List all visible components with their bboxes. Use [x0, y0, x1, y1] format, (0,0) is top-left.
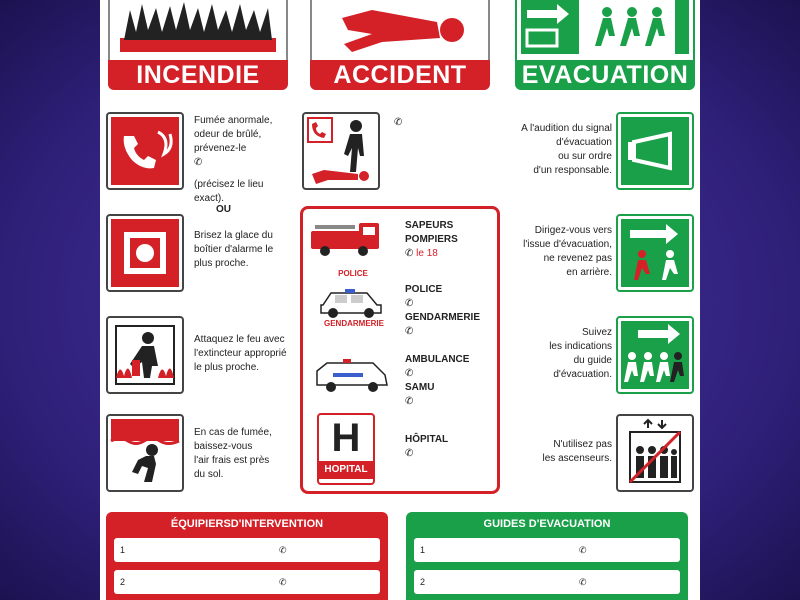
fire-step-3-line: le plus proche. [194, 362, 260, 373]
contact-row[interactable] [414, 570, 680, 594]
exit-arrow-icon [618, 216, 692, 290]
accident-phone-symbol: ✆ [394, 117, 403, 128]
evacuation-sign-image [515, 0, 695, 62]
service-name: GENDARMERIE [405, 312, 481, 323]
evac-step-1-line: d'évacuation [556, 137, 612, 148]
police-logo-bottom: GENDARMERIE [323, 319, 384, 328]
phone-symbol: ✆ [405, 298, 414, 309]
fire-step-1-line: odeur de brûlé, [194, 129, 262, 140]
panel-title: GUIDES D'EVACUATION [483, 518, 611, 530]
phone-symbol: ✆ [194, 157, 203, 168]
contact-row[interactable] [114, 570, 380, 594]
fire-step-4-line: En cas de fumée, [194, 427, 272, 438]
no-elevator-icon [618, 416, 692, 490]
service-name: HÔPITAL [405, 434, 449, 445]
intervention-team-panel [106, 512, 388, 600]
evac-step-3-line: Suivez [581, 327, 612, 338]
fire-flames-image [108, 0, 288, 62]
hospital-logo-label: HOPITAL [319, 461, 373, 479]
emergency-services-box [300, 206, 500, 494]
evac-step-4-line: N'utilisez pas [553, 439, 612, 450]
evac-step-3-line: du guide [573, 355, 612, 366]
contact-row[interactable] [114, 538, 380, 562]
phone-symbol: ✆ [279, 545, 287, 555]
flames-icon [110, 0, 286, 58]
panel-title: ÉQUIPIERSD'INTERVENTION [170, 518, 324, 530]
service-name: SAMU [405, 382, 435, 393]
extinguisher-sign [106, 316, 184, 394]
hospital-sign [317, 413, 375, 485]
service-police [405, 283, 480, 339]
evac-step-3-line: d'évacuation. [553, 369, 612, 380]
fire-step-3-line: Attaquez le feu avec [194, 334, 285, 345]
evac-step-1 [500, 122, 612, 178]
accident-call-sign [302, 112, 380, 190]
fire-alarm-phone-icon [108, 114, 182, 188]
fire-step-1-line: (précisez le lieu exact). [194, 179, 264, 204]
fire-step-3-line: l'extincteur approprié [194, 348, 287, 359]
evac-step-4 [500, 438, 612, 466]
phone-symbol: ✆ [405, 326, 414, 337]
phone-symbol: ✆ [405, 368, 414, 379]
evac-step-3-line: les indications [549, 341, 612, 352]
exit-running-icon [517, 0, 693, 58]
evac-step-4-line: les ascenseurs. [542, 453, 612, 464]
row-number: 1 [420, 545, 426, 555]
follow-guide-sign [616, 316, 694, 394]
or-label: OU [216, 204, 231, 215]
horn-icon [618, 114, 692, 188]
accident-victim-image [310, 0, 490, 62]
safety-poster [100, 0, 700, 600]
fire-step-4-line: l'air frais est près [194, 455, 270, 466]
evac-step-1-line: d'un responsable. [533, 165, 612, 176]
accident-call-icon [304, 114, 378, 188]
service-ambulance [405, 353, 469, 409]
fire-step-2 [194, 229, 294, 271]
fire-step-1-line: prévenez-le [194, 143, 247, 154]
extinguisher-person-icon [108, 318, 182, 392]
fire-step-4-line: du sol. [194, 469, 224, 480]
smoke-crouch-sign [106, 414, 184, 492]
evac-step-2-line: l'issue d'évacuation, [523, 239, 612, 250]
row-number: 2 [120, 577, 126, 587]
fire-step-2-line: boîtier d'alarme le [194, 244, 274, 255]
no-elevator-sign [616, 414, 694, 492]
fire-step-3 [194, 333, 304, 375]
police-logo-top: POLICE [338, 269, 368, 278]
banner-evacuation: EVACUATION [515, 60, 695, 90]
evac-step-3 [500, 326, 612, 382]
phone-symbol: ✆ [405, 248, 414, 259]
fire-phone-sign [106, 112, 184, 190]
fire-truck-icon [309, 217, 387, 257]
fire-step-2-line: Brisez la glace du [194, 230, 273, 241]
phone-symbol: ✆ [279, 577, 287, 587]
evac-step-1-line: ou sur ordre [558, 151, 612, 162]
fire-step-4 [194, 426, 294, 482]
phone-symbol: ✆ [579, 577, 587, 587]
contact-row[interactable] [414, 538, 680, 562]
service-name: SAPEURS [405, 220, 454, 231]
row-number: 2 [420, 577, 426, 587]
phone-symbol: ✆ [405, 448, 414, 459]
injured-person-icon [312, 0, 488, 58]
fire-step-4-line: baissez-vous [194, 441, 253, 452]
fire-step-2-line: plus proche. [194, 258, 249, 269]
fire-step-1 [194, 114, 294, 206]
evacuation-guides-panel [406, 512, 688, 600]
evac-step-2 [500, 224, 612, 280]
ambulance-icon [313, 359, 391, 395]
banner-accident: ACCIDENT [310, 60, 490, 90]
police-car-icon [317, 281, 387, 321]
crouching-person-icon [108, 416, 182, 490]
evac-step-1-line: A l'audition du signal [521, 123, 612, 134]
service-name: AMBULANCE [405, 354, 470, 365]
evac-signal-sign [616, 112, 694, 190]
evac-step-2-line: Dirigez-vous vers [534, 225, 612, 236]
alarm-glass-icon [108, 216, 182, 290]
group-exit-icon [618, 318, 692, 392]
row-number: 1 [120, 545, 126, 555]
alarm-box-sign [106, 214, 184, 292]
service-name: POLICE [405, 284, 443, 295]
service-fire-brigade [405, 219, 458, 261]
evac-step-2-line: en arrière. [566, 267, 612, 278]
service-hospital [405, 433, 448, 461]
banner-fire: INCENDIE [108, 60, 288, 90]
exit-direction-sign [616, 214, 694, 292]
fire-brigade-number: le 18 [416, 248, 438, 259]
service-name: POMPIERS [405, 234, 458, 245]
hospital-letter: H [331, 416, 361, 460]
evac-step-2-line: ne revenez pas [543, 253, 612, 264]
fire-step-1-line: Fumée anormale, [194, 115, 273, 126]
phone-symbol: ✆ [405, 396, 414, 407]
phone-symbol: ✆ [579, 545, 587, 555]
